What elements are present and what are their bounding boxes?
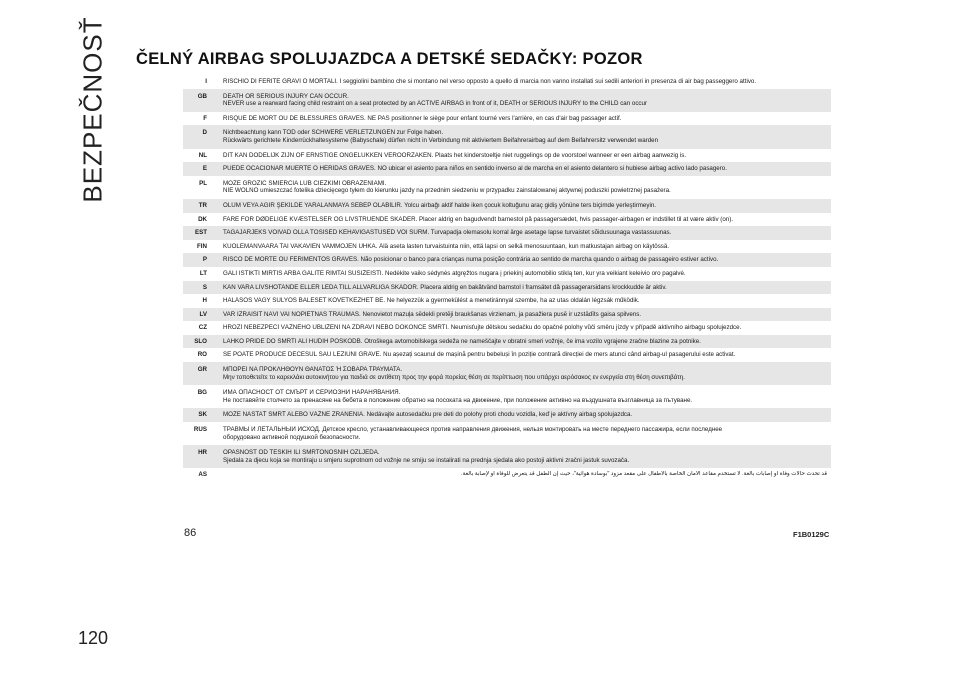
- warning-text-line: FARE FOR DØDELIGE KVÆSTELSER OG LIVSTRUENDE SKADER. Placer aldrig en bagudvendt barnestol på passagersædet, hvis passager-airbagen er indstillet til at være aktiv (on).: [223, 215, 733, 223]
- warning-text: [217, 226, 831, 240]
- warning-row: [183, 125, 831, 148]
- warning-text-line: NEVER use a rearward facing child restraint on a seat protected by an ACTIVE AIRBAG in front of it, DEATH or SERIOUS INJURY to the CHILD can occur: [223, 100, 648, 108]
- warning-row: [183, 468, 831, 482]
- warning-row: [183, 226, 831, 240]
- warning-row: [183, 362, 831, 385]
- warning-text: [217, 348, 831, 362]
- section-title-vertical: [68, 14, 118, 204]
- language-code: AS: [198, 471, 207, 479]
- warning-text-line: HROZÍ NEBEZPEČÍ VÁŽNÉHO ÚBLIŽENÍ NA ZDRAVÍ NEBO DOKONCE SMRTI. Neumisťujte dětskou sedačku do opačné polohy vůči směru jízdy v případě aktivního airbagu spolujezdce.: [223, 324, 742, 332]
- warning-text-line: HALÁSOS VAGY SÚLYOS BALESET KÖVETKEZHET BE. Ne helyezzük a gyermekülést a menetiránnyal szembe, ha az utas oldalán légzsák működik.: [223, 297, 640, 305]
- warning-text-line: Rückwärts gerichtete Kinderrückhaltesysteme (Babyschale) dürfen nicht in Verbindung mit aktiviertem Beifahrerairbag auf dem Beifahrersitz verwendet warden: [223, 136, 659, 144]
- warning-text-line: ТРАВМЫ И ЛЕТАЛЬНЫЙ ИСХОД. Детское кресло, устанавливающееся против направления движения, нельзя монтировать на месте переднего пассажира, если последнее: [223, 426, 723, 434]
- language-code: PL: [199, 179, 207, 187]
- warning-text-line: DIT KAN DODELIJK ZIJN OF ERNSTIGE ONGELUKKEN VEROORZAKEN. Plaats het kinderstoeltje niet ruggelings op de voorstoel wanneer er een airbag aanwezig is.: [223, 151, 687, 159]
- warning-text-line: Μην τοποθετείτε το καρεκλάκι αυτοκινήτου για παιδιά σε αντίθετη προς την φορά πορείας θέση σε περίπτωση που υπάρχει αερόσακος εν ενεργεία στη θέση συνεπιβάτη.: [223, 373, 685, 381]
- warning-text-line: GALI IŠTIKTI MIRTIS ARBA GALITE RIMTAI SUSIŽEISTI. Nedėkite vaiko sėdynės atgręžtos nugara į priekinį automobilio stiklą ten, kur yra veikiant keleivio oro pagalvė.: [223, 269, 686, 277]
- warning-row: [183, 149, 831, 163]
- warning-row: [183, 281, 831, 295]
- warning-text: [217, 149, 831, 163]
- warning-text: [217, 308, 831, 322]
- warning-text-line: MOŻE GROZIĆ ŚMIERCIA LUB CIEŻKIMI OBRAŻENIAMI.: [223, 179, 387, 187]
- warning-text: [217, 362, 831, 385]
- language-code: GR: [183, 362, 217, 385]
- warning-row: [183, 162, 831, 176]
- page-number: 120: [78, 628, 109, 648]
- warning-text: [217, 294, 831, 308]
- warning-text-line: Nichtbeachtung kann TOD oder SCHWERE VERLETZUNGEN zur Folge haben.: [223, 129, 444, 137]
- warning-row: [183, 321, 831, 335]
- language-code: DK: [198, 215, 207, 223]
- language-code: LV: [183, 308, 217, 322]
- language-code: FIN: [197, 242, 207, 250]
- language-code: E: [183, 162, 217, 176]
- warning-text-line: OPASNOST OD TEŠKIH ILI SMRTONOSNIH OZLJEDA.: [223, 449, 380, 457]
- language-code: EST: [183, 226, 217, 240]
- language-code: BG: [197, 389, 207, 397]
- warning-text-line: KAN VARA LIVSHOTANDE ELLER LEDA TILL ALLVARLIGA SKADOR. Placera aldrig en bakåtvänd barnstol i framsätet då passagerarsidans krockkudde är aktiv.: [223, 283, 667, 291]
- warning-text-line: оборудовано активной подушкой безопасности.: [223, 433, 361, 441]
- language-code: D: [183, 125, 217, 148]
- language-code: SLO: [183, 335, 217, 349]
- language-code: RO: [197, 351, 207, 359]
- language-code: S: [183, 281, 217, 295]
- warning-text-line: DEATH OR SERIOUS INJURY CAN OCCUR.: [223, 92, 349, 100]
- warning-text: [217, 335, 831, 349]
- warning-row: [183, 308, 831, 322]
- warning-row: [183, 253, 831, 267]
- warning-text: [217, 112, 831, 126]
- warning-text: [217, 445, 831, 468]
- language-code: NL: [198, 151, 207, 159]
- language-code: RUS: [193, 426, 207, 434]
- warning-text-line: PUEDE OCACIONAR MUERTE O HERIDAS GRAVES. NO ubicar el asiento para niños en sentido inverso al de marcha en el asiento delantero si hubiese airbag activo lado pasagero.: [223, 165, 727, 173]
- warning-text-line: NIE WOLNO umieszczać fotelika dziecięcego tyłem do kierunku jazdy na przednim siedzeniu w przypadku zainstalowanej aktywnej poduszki powietrznej pasażera.: [223, 187, 671, 195]
- warning-row: [183, 240, 831, 254]
- warning-text-line: قد تحدث حالات وفاة أو إصابات بالغة. لا تستخدم مقاعد الأمان الخاصة بالأطفال على مقعد مزود "بوسادة هوائية"، حيث إن الطفل قد يتعرض للوفاة أو لإصابة بالغة.: [461, 471, 827, 478]
- warning-row: [183, 213, 831, 227]
- warning-row: [183, 335, 831, 349]
- warning-text: [217, 240, 831, 254]
- warning-row: [183, 267, 831, 281]
- warning-text-line: ΜΠΟΡΕΙ ΝΑ ΠΡΟΚΛΗΘΟΥΝ ΘΑΝΑΤΟΣ Ή ΣΟΒΑΡΑ ΤΡΑΥΜΑΤΑ.: [223, 366, 403, 374]
- warning-text-line: VAR IZRAISĪT NĀVI VAI NOPIETNAS TRAUMAS. Nenovietot mazuļa sēdekli pretēji braukšanas virzienam, ja pasažiera pusē ir uzstādīts gaisa spilvens.: [223, 310, 642, 318]
- warning-text: [217, 199, 831, 213]
- warning-text: [217, 422, 831, 445]
- language-code: LT: [199, 269, 207, 277]
- figure-number: 86: [184, 527, 197, 539]
- language-code: CZ: [198, 324, 207, 332]
- language-code: P: [183, 253, 217, 267]
- warning-text-line: MÔŽE NASTAŤ SMRŤ ALEBO VÁŽNE ZRANENIA. Nedávajte autosedačku pre deti do polohy proti chodu vozidla, keď je aktívny airbag spolujazdca.: [223, 411, 633, 419]
- warning-text: [217, 125, 831, 148]
- warning-row: [183, 408, 831, 422]
- warning-text: [217, 75, 831, 89]
- section-title-text: BEZPEČNOSŤ: [77, 15, 108, 203]
- warning-text: [217, 385, 831, 408]
- language-code: TR: [183, 199, 217, 213]
- language-code: H: [202, 297, 207, 305]
- warning-text-line: TAGAJÄRJEKS VÕIVAD OLLA TÕSISED KEHAVIGASTUSED VÕI SURM. Turvapadja olemasolu korral ärge asetage lapse turvaistet sõidusuunaga vastassuunas.: [223, 229, 672, 237]
- warning-text-line: ИМА ОПАСНОСТ ОТ СМЪРТ И СЕРИОЗНИ НАРАНЯВАНИЯ.: [223, 389, 401, 397]
- warning-text: [217, 267, 831, 281]
- warning-text-line: ÖLÜM VEYA AĞIR ŞEKİLDE YARALANMAYA SEBEP OLABİLİR. Yolcu airbağı aktif halde iken çocuk koltuğunu araç gidiş yönüne ters biçimde yerleştirmeyin.: [223, 201, 656, 209]
- warning-text-line: Sjedala za djecu koja se montiraju u smjeru suprotnom od vožnje ne smiju se instalirati na prednja sjedala ako postoji aktivni zračni jastuk suvozača.: [223, 456, 630, 464]
- warning-text: [217, 89, 831, 112]
- warning-text: [217, 253, 831, 267]
- language-code: I: [205, 78, 207, 85]
- warning-text-line: LAHKO PRIDE DO SMRTI ALI HUDIH POŠKODB. Otroškega avtomobilskega sedeža ne nameščajte v obratni smeri vožnje, če ima vozilo vgrajene zračne blazine za potnike.: [223, 337, 701, 345]
- warning-table-body: [183, 75, 831, 482]
- warning-text-line: SE POATE PRODUCE DECESUL SAU LEZIUNI GRAVE. Nu așezați scaunul de mașină pentru bebeluși în poziție contrară direcției de mers atunci când airbag-ul pasagerului este activat.: [223, 351, 736, 359]
- warning-row: [183, 199, 831, 213]
- airbag-warning-table: [183, 75, 831, 482]
- warning-text: [217, 321, 831, 335]
- warning-row: [183, 89, 831, 112]
- warning-text-line: Не поставяйте столчето за пренасяне на бебета в положение обратно на посоката на движение, при положение активно на въздушната възглавница за пътуване.: [223, 396, 693, 404]
- warning-text: [217, 468, 831, 482]
- warning-row: [183, 294, 831, 308]
- warning-text: [217, 281, 831, 295]
- figure-code: F1B0129C: [793, 530, 830, 539]
- language-code: SK: [183, 408, 217, 422]
- language-code: HR: [183, 445, 217, 468]
- warning-row: [183, 112, 831, 126]
- warning-row: [183, 422, 831, 445]
- warning-text: [217, 176, 831, 199]
- warning-text-line: RISCO DE MORTE OU FERIMENTOS GRAVES. Não posicionar o banco para crianças numa posição contrária ao sentido de marcha quando o airbag de passageiro estiver activo.: [223, 256, 719, 264]
- warning-row: [183, 445, 831, 468]
- language-code: GB: [183, 89, 217, 112]
- warning-text-line: RISQUE DE MORT OU DE BLESSURES GRAVES. NE PAS positionner le siège pour enfant tourné vers l'arrière, en cas d'air bag passager actif.: [223, 114, 622, 122]
- warning-text: [217, 408, 831, 422]
- warning-text: [217, 213, 831, 227]
- warning-text-line: RISCHIO DI FERITE GRAVI O MORTALI. I seggiolini bambino che si montano nel verso opposto a quello di marcia non vanno installati sui sedili anteriori in presenza di air bag passeggero attivo.: [223, 78, 757, 85]
- language-code: F: [203, 114, 207, 122]
- warning-row: [183, 348, 831, 362]
- warning-text-line: KUOLEMANVAARA TAI VAKAVIEN VAMMOJEN UHKA. Älä aseta lasten turvaistuinta niin, että lapsi on selkä menosuuntaan, kun matkustajan airbag on käytössä.: [223, 242, 670, 250]
- warning-row: [183, 75, 831, 89]
- warning-text: [217, 162, 831, 176]
- page-heading: ČELNÝ AIRBAG SPOLUJAZDCA A DETSKÉ SEDAČKY: POZOR: [136, 50, 643, 68]
- warning-row: [183, 176, 831, 199]
- warning-row: [183, 385, 831, 408]
